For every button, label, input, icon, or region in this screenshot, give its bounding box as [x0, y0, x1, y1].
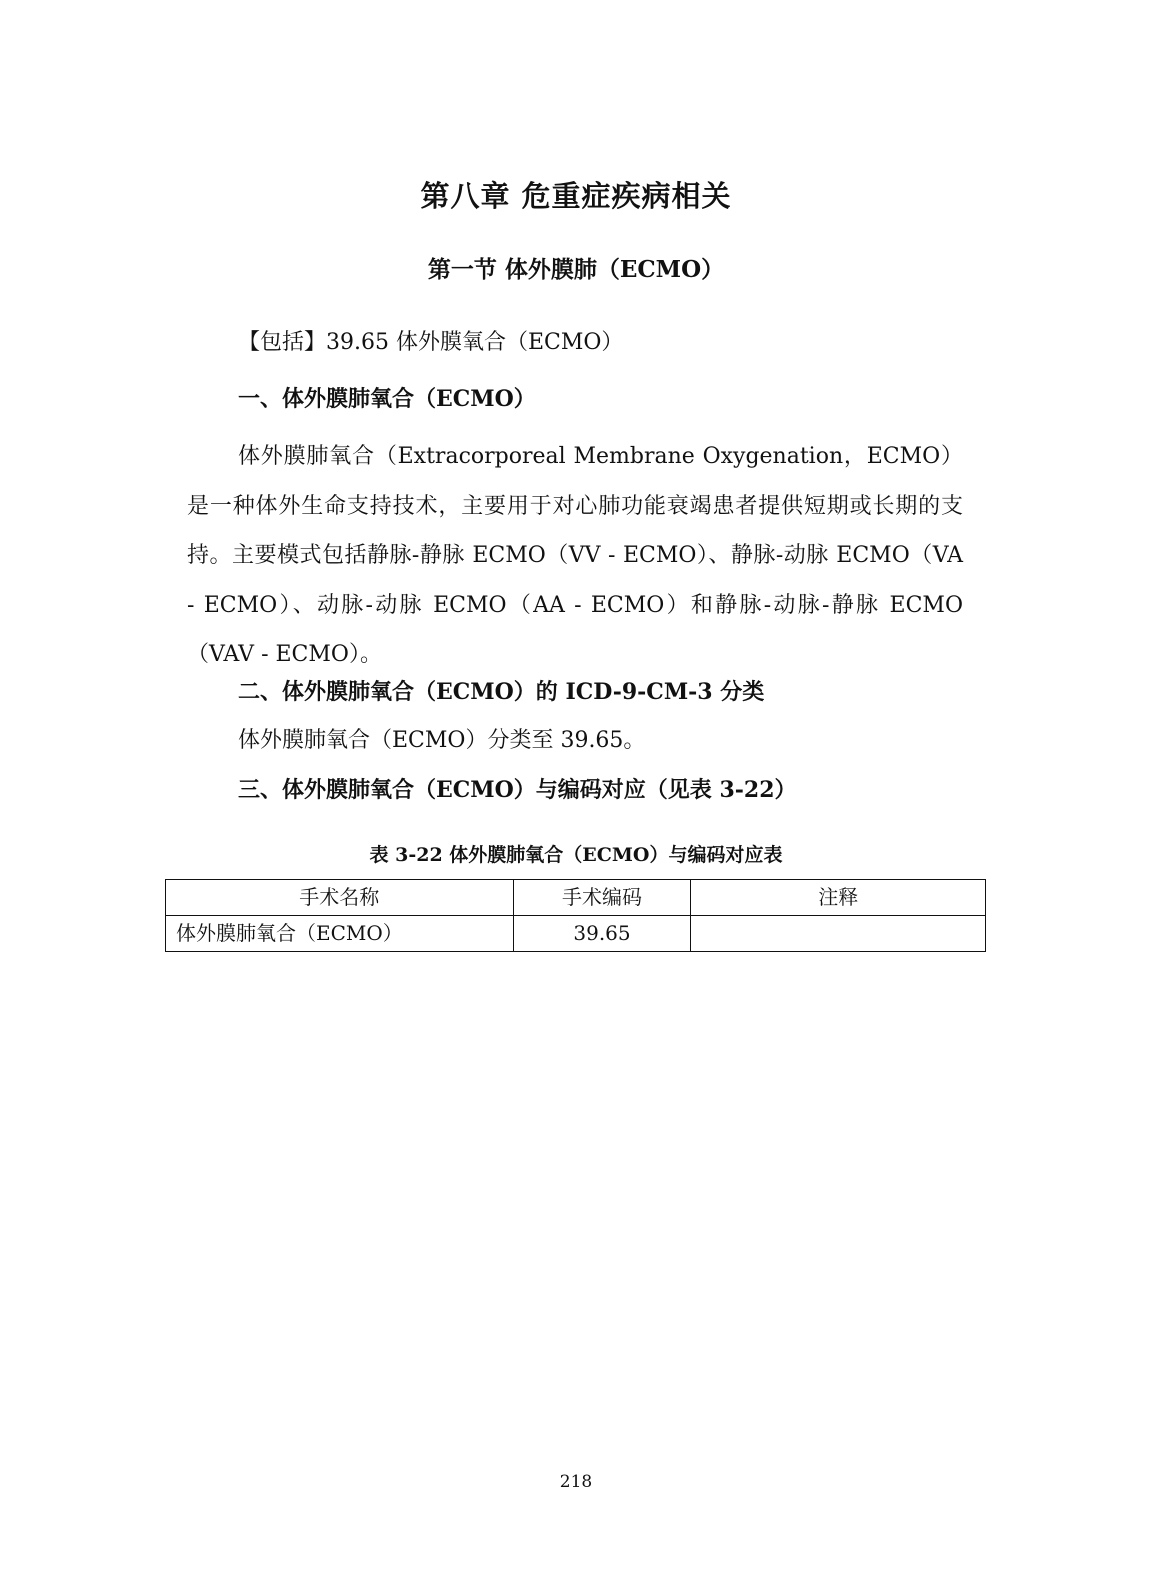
section-title: 第一节 体外膜肺（ECMO） — [427, 256, 725, 283]
cell-notes — [691, 916, 986, 952]
code-table — [165, 879, 986, 952]
header-procedure-name: 手术名称 — [166, 880, 514, 916]
cell-procedure-name: 体外膜肺氧合（ECMO） — [166, 916, 514, 952]
page-number: 218 — [559, 1472, 593, 1492]
heading-1: 一、体外膜肺氧合（ECMO） — [238, 386, 536, 412]
table-caption: 表 3-22 体外膜肺氧合（ECMO）与编码对应表 — [369, 844, 783, 866]
table-header-row — [166, 880, 986, 916]
chapter-title: 第八章 危重症疾病相关 — [420, 179, 732, 213]
paragraph-1: 体外膜肺氧合（Extracorporeal Membrane Oxygenation，ECMO）是一种体外生命支持技术，主要用于对心肺功能衰竭患者提供短期或长期的支持。主要模式包括静脉-静脉 ECMO（VV - ECMO）、静脉-动脉 ECMO（VA - ECMO）、动脉-动脉 ECMO（AA - ECMO）和静脉-动脉-静脉 ECMO（VAV - ECMO）。 — [187, 444, 963, 667]
cell-procedure-code: 39.65 — [513, 916, 691, 952]
heading-3: 三、体外膜肺氧合（ECMO）与编码对应（见表 3-22） — [238, 777, 797, 803]
paragraph-2: 体外膜肺氧合（ECMO）分类至 39.65。 — [238, 728, 646, 753]
header-procedure-code: 手术编码 — [513, 880, 691, 916]
includes-line: 【包括】39.65 体外膜氧合（ECMO） — [238, 330, 624, 355]
heading-2: 二、体外膜肺氧合（ECMO）的 ICD-9-CM-3 分类 — [238, 679, 765, 705]
table-row — [166, 916, 986, 952]
header-notes: 注释 — [691, 880, 986, 916]
